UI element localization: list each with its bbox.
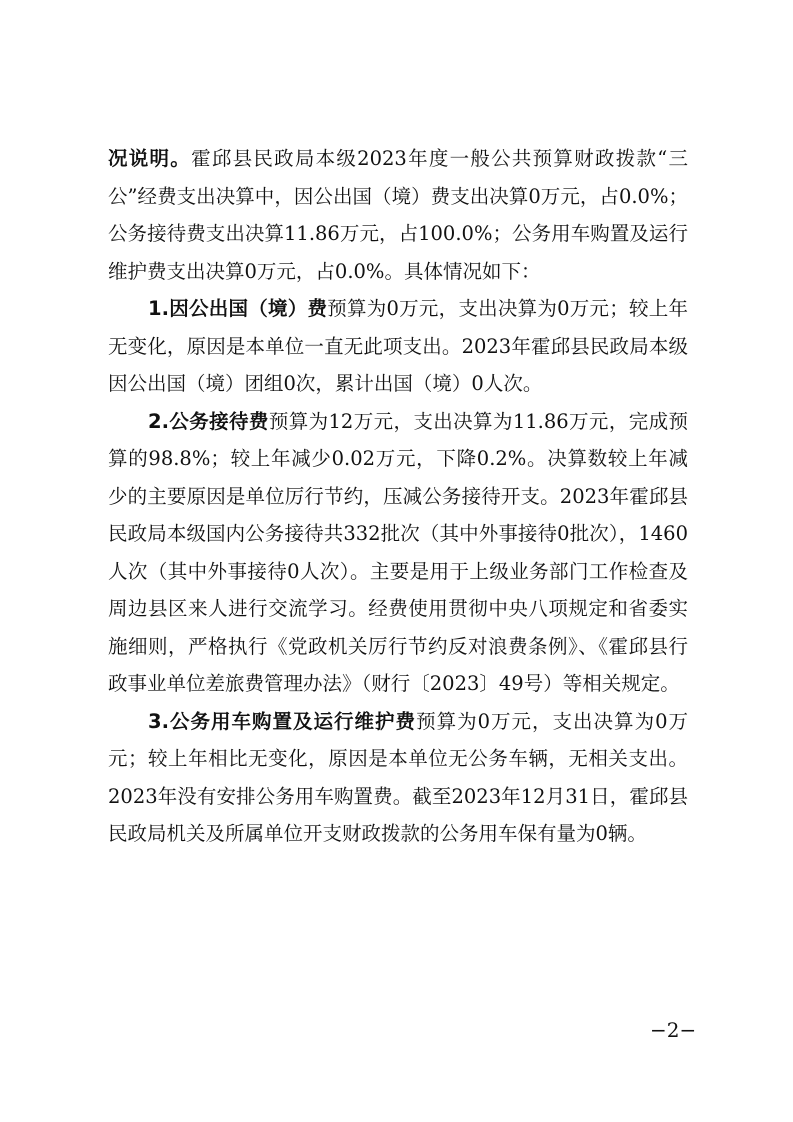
item-heading-vehicles: 3.公务用车购置及运行维护费	[148, 709, 417, 733]
item-paragraph-vehicles	[108, 703, 688, 853]
intro-text: 霍邱县民政局本级2023年度一般公共预算财政拨款“三公”经费支出决算中，因公出国（境）费支出决算0万元，占0.0%；公务接待费支出决算11.86万元，占100.0%；公务用车购置及运行维护费支出决算0万元，占0.0%。具体情况如下：	[108, 147, 688, 283]
item-text-overseas: 预算为0万元，支出决算为0万元；较上年无变化，原因是本单位一直无此项支出。2023年霍邱县民政局本级因公出国（境）团组0次，累计出国（境）0人次。	[108, 297, 688, 395]
document-body	[108, 140, 688, 853]
item-heading-overseas: 1.因公出国（境）费	[148, 297, 328, 320]
item-text-reception: 预算为12万元，支出决算为11.86万元，完成预算的98.8%；较上年减少0.02万元，下降0.2%。决算数较上年减少的主要原因是单位厉行节约，压减公务接待开支。2023年霍邱县民政局本级国内公务接待共332批次（其中外事接待0批次），1460人次（其中外事接待0人次）。主要是用于上级业务部门工作检查及周边县区来人进行交流学习。经费使用贯彻中央八项规定和省委实施细则，严格执行《党政机关厉行节约反对浪费条例》、《霍邱县行政事业单位差旅费管理办法》（财行〔2023〕49号）等相关规定。	[108, 409, 688, 695]
item-paragraph-overseas	[108, 290, 688, 403]
intro-lead: 况说明。	[108, 147, 192, 170]
item-heading-reception: 2.公务接待费	[148, 409, 269, 433]
item-paragraph-reception	[108, 403, 688, 703]
item-text-vehicles: 预算为0万元，支出决算为0万元；较上年相比无变化，原因是本单位无公务车辆，无相关支出。2023年没有安排公务用车购置费。截至2023年12月31日，霍邱县民政局机关及所属单位开支财政拨款的公务用车保有量为0辆。	[108, 709, 688, 845]
page-number: −2−	[650, 1018, 697, 1042]
intro-paragraph	[108, 140, 688, 290]
